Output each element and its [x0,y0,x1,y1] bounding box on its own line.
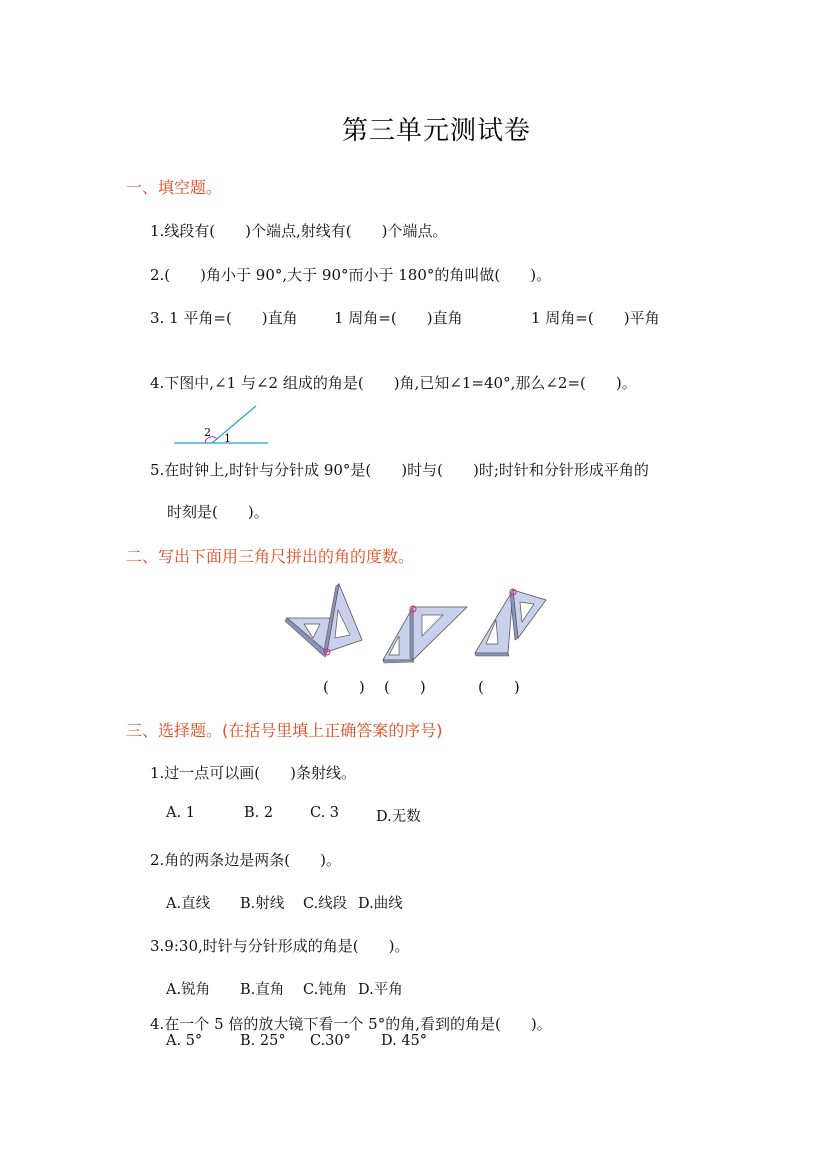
set-squares-figure [280,580,570,670]
angle-figure [172,402,272,448]
s3-q2-option-c: C.线段 [303,896,348,912]
s3-question-1: 1.过一点可以画( )条射线。 [150,764,357,782]
s3-q3-option-c: C.钝角 [303,982,348,998]
s3-q1-option-a: A. 1 [166,805,195,821]
set-square-pair-1 [285,584,362,657]
s1-question-3a: 3. 1 平角=( )直角 [150,309,298,327]
s3-q3-option-d: D.平角 [358,982,403,998]
angle-ray [212,406,256,443]
s2-blank-2: ( ) [384,678,426,696]
s3-q4-option-d: D. 45° [381,1033,428,1049]
s3-question-2: 2.角的两条边是两条( )。 [150,851,342,869]
set-square-pair-2 [383,606,467,663]
angle-label-2: 2 [204,426,211,439]
s3-q4-option-a: A. 5° [166,1033,203,1049]
s1-question-1: 1.线段有( )个端点,射线有( )个端点。 [150,222,448,240]
s1-question-5-line1: 5.在时钟上,时针与分针成 90°是( )时与( )时;时针和分针形成平角的 [150,461,649,479]
s1-question-3b: 1 周角=( )直角 [334,309,463,327]
section-1-heading: 一、填空题。 [126,178,223,197]
s1-question-3c: 1 周角=( )平角 [531,309,660,327]
s1-question-5-line2: 时刻是( )。 [167,503,269,521]
s3-q1-option-b: B. 2 [244,805,274,821]
s3-question-3: 3.9:30,时针与分针形成的角是( )。 [150,937,410,955]
s3-q2-option-b: B.射线 [240,896,285,912]
s3-q1-option-c: C. 3 [310,805,340,821]
s3-q2-option-a: A.直线 [166,896,211,912]
s3-q3-option-b: B.直角 [240,982,285,998]
s3-q1-option-d: D.无数 [376,809,421,825]
s3-q2-option-d: D.曲线 [358,896,403,912]
s3-q4-option-c: C.30° [310,1033,351,1049]
page-title: 第三单元测试卷 [342,116,532,146]
s3-q4-option-b: B. 25° [240,1033,286,1049]
angle-label-1: 1 [224,432,231,445]
s1-question-4: 4.下图中,∠1 与∠2 组成的角是( )角,已知∠1=40°,那么∠2=( )。 [150,374,637,392]
section-2-heading: 二、写出下面用三角尺拼出的角的度数。 [126,547,415,566]
s1-question-2: 2.( )角小于 90°,大于 90°而小于 180°的角叫做( )。 [150,266,552,284]
s2-blank-1: ( ) [323,678,365,696]
s3-q3-option-a: A.锐角 [166,982,211,998]
section-3-heading: 三、选择题。(在括号里填上正确答案的序号) [126,721,443,740]
s3-question-4: 4.在一个 5 倍的放大镜下看一个 5°的角,看到的角是( )。 [150,1015,552,1033]
set-square-pair-3 [475,589,546,656]
s2-blank-3: ( ) [478,678,520,696]
